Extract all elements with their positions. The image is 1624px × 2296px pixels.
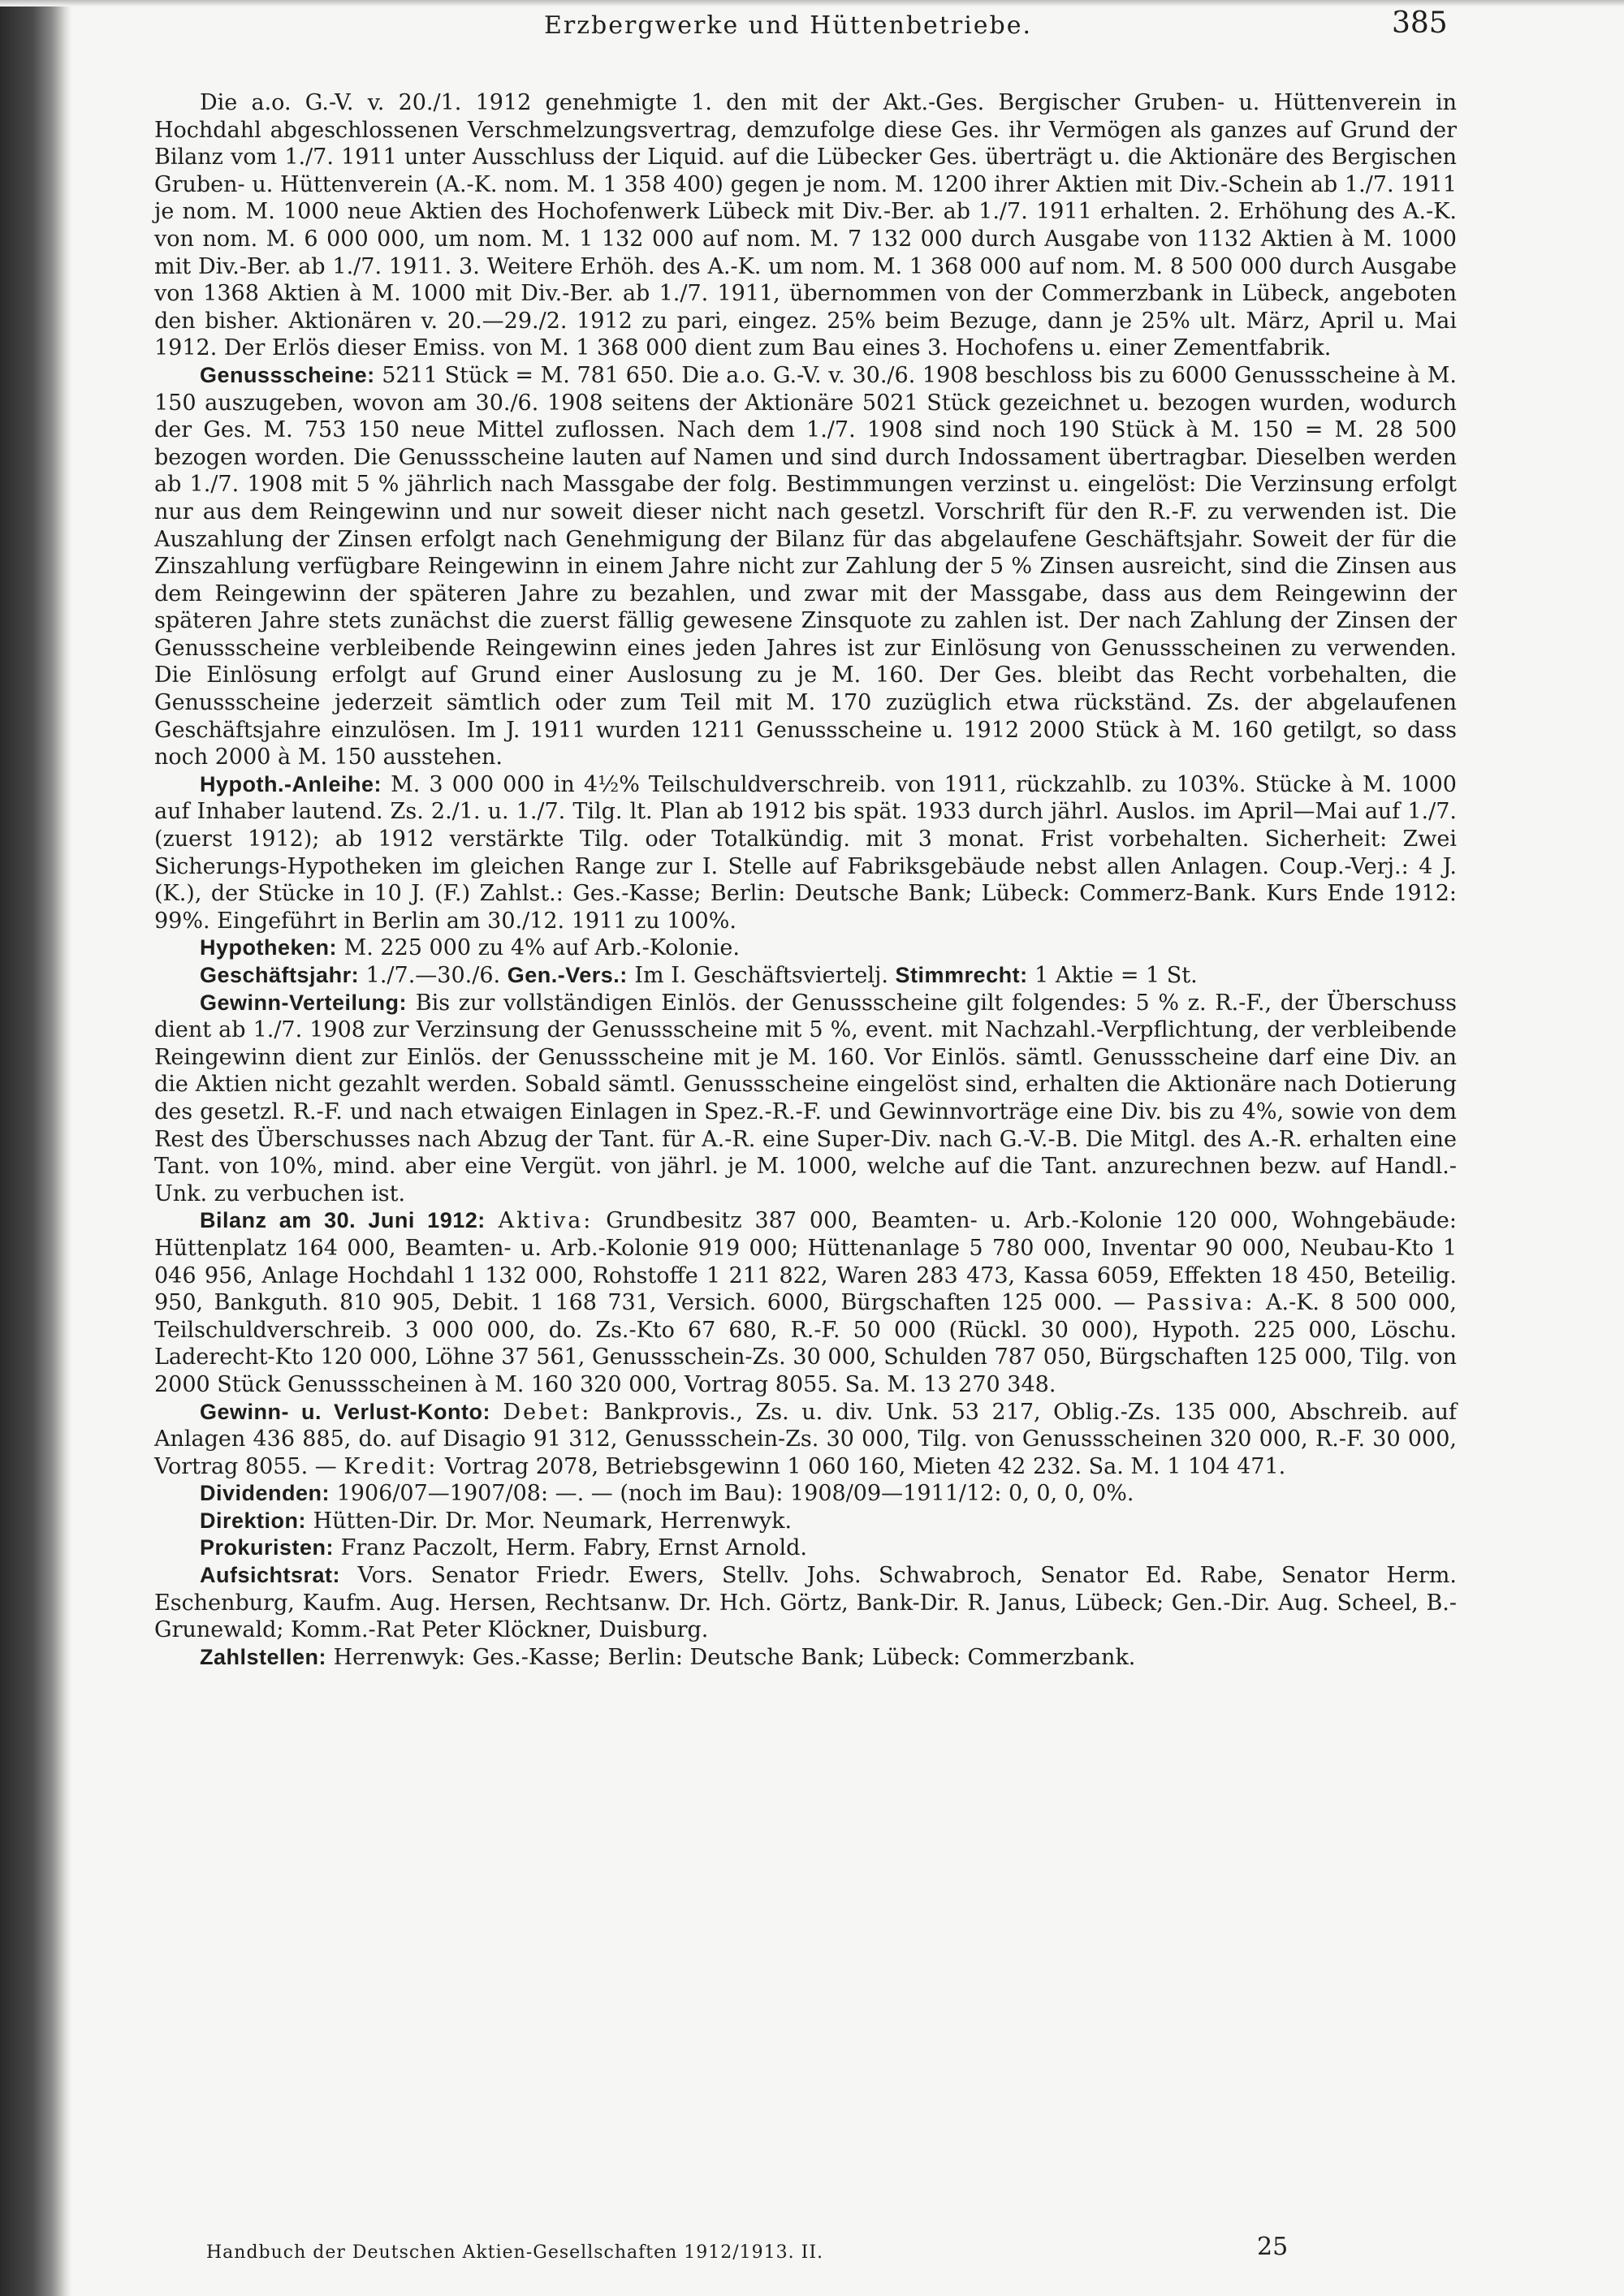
zahlstellen-section: [154, 1644, 1457, 1672]
page-number: 385: [1392, 6, 1448, 40]
passiva-label: Passiva:: [1146, 1290, 1255, 1316]
stimmrecht-label: Stimmrecht:: [895, 963, 1028, 987]
kredit-text: Vortrag 2078, Betriebsgewinn 1 060 160, Mieten 42 232. Sa. M. 1 104 471.: [444, 1453, 1286, 1479]
page-binding-shadow: [0, 0, 71, 2296]
gewinn-verteilung-label: Gewinn-Verteilung:: [200, 990, 408, 1015]
aktiva-label: Aktiva:: [498, 1208, 594, 1234]
aufsichtsrat-text: Vors. Senator Friedr. Ewers, Stellv. Johs. Schwabroch, Senator Ed. Rabe, Senator Herm. Eschenburg, Kaufm. Aug. Hersen, Rechtsanw. Dr. Hch. Görtz, Bank-Dir. R. Janus, Lübeck; Gen.-Dir. Aug. Scheel, B.-Grunewald; Komm.-Rat Peter Klöckner, Duisburg.: [154, 1563, 1457, 1643]
gewinn-verteilung-section: [154, 990, 1457, 1208]
bilanz-label: Bilanz am 30. Juni 1912:: [200, 1208, 486, 1233]
gen-vers-label: Gen.-Vers.:: [507, 963, 628, 987]
genussscheine-section: [154, 362, 1457, 771]
intro-paragraph: [154, 89, 1457, 362]
hypoth-anleihe-section: [154, 771, 1457, 935]
gewinn-verlust-section: [154, 1399, 1457, 1481]
gewinn-verlust-label: Gewinn- u. Verlust-Konto:: [200, 1399, 490, 1424]
hypotheken-section: [154, 934, 1457, 962]
direktion-label: Direktion:: [200, 1508, 307, 1533]
dividenden-section: [154, 1480, 1457, 1508]
article-body: [154, 89, 1457, 1671]
genussscheine-text: 5211 Stück = M. 781 650. Die a.o. G.-V. v. 30./6. 1908 beschloss bis zu 6000 Genussscheine à M. 150 auszugeben, wovon am 30./6. 1908 seitens der Aktionäre 5021 Stück gezeichnet u. bezogen wurden, wodurch der Ges. M. 753 150 neue Mittel zuflossen. Nach dem 1./7. 1908 sind noch 190 Stück à M. 150 = M. 28 500 bezogen worden. Die Genussscheine lauten auf Namen und sind durch Indossament übertragbar. Dieselben werden ab 1./7. 1908 mit 5 % jährlich nach Massgabe der folg. Bestimmungen verzinst u. eingelöst: Die Verzinsung erfolgt nur aus dem Reingewinn und nur soweit dieser nicht nach gesetzl. Vorschrift für den R.-F. zu verwenden ist. Die Auszahlung der Zinsen erfolgt nach Genehmigung der Bilanz für das abgelaufene Geschäftsjahr. Soweit der für die Zinszahlung verfügbare Reingewinn in einem Jahre nicht zur Zahlung der 5 % Zinsen ausreicht, sind die Zinsen aus dem Reingewinn der späteren Jahre zu bezahlen, und zwar mit der Massgabe, dass aus dem Reingewinn der späteren Jahre stets zunächst die zuerst fällig gewesene Zinsquote zu zahlen ist. Der nach Zahlung der Zinsen der Genussscheine verbleibende Reingewinn eines jeden Jahres ist zur Einlösung von Genussscheinen zu verwenden. Die Einlösung erfolgt auf Grund einer Auslosung zu je M. 160. Der Ges. bleibt das Recht vorbehalten, die Genussscheine jederzeit sämtlich oder zum Teil mit M. 170 zuzüglich etwa rückständ. Zs. der abgelaufenen Geschäftsjahre einzulösen. Im J. 1911 wurden 1211 Genussscheine u. 1912 2000 Stück à M. 160 getilgt, so dass noch 2000 à M. 150 ausstehen.: [154, 362, 1457, 770]
passiva-text: A.-K. 8 500 000, Teilschuldverschreib. 3 000 000, do. Zs.-Kto 67 680, R.-F. 50 000 (Rückl. 30 000), Hypoth. 225 000, Löschu. Laderecht-Kto 120 000, Löhne 37 561, Genussschein-Zs. 30 000, Schulden 787 050, Bürgschaften 125 000, Tilg. von 2000 Stück Genussscheinen à M. 160 320 000, Vortrag 8055. Sa. M. 13 270 348.: [154, 1290, 1457, 1397]
aufsichtsrat-section: [154, 1562, 1457, 1644]
geschaeftsjahr-label: Geschäftsjahr:: [200, 963, 360, 987]
dividenden-label: Dividenden:: [200, 1481, 330, 1506]
footer-signature: 25: [1257, 2233, 1289, 2261]
page-top-shadow: [0, 0, 1624, 6]
geschaeftsjahr-section: [154, 962, 1457, 990]
debet-text: Bankprovis., Zs. u. div. Unk. 53 217, Oblig.-Zs. 135 000, Abschreib. auf Anlagen 436 885, do. auf Disagio 91 312, Genussschein-Zs. 30 000, Tilg. von Genussscheinen 320 000, R.-F. 30 000, Vortrag 8055. —: [154, 1399, 1457, 1479]
hypoth-anleihe-label: Hypoth.-Anleihe:: [200, 771, 382, 796]
prokuristen-section: [154, 1534, 1457, 1562]
footer-source: Handbuch der Deutschen Aktien-Gesellschaften 1912/1913. II.: [206, 2242, 824, 2263]
intro-text: Die a.o. G.-V. v. 20./1. 1912 genehmigte 1. den mit der Akt.-Ges. Bergischer Gruben- u. Hüttenverein in Hochdahl abgeschlossenen Verschmelzungsvertrag, demzufolge diese Ges. ihr Vermögen als ganzes auf Grund der Bilanz vom 1./7. 1911 unter Ausschluss der Liquid. auf die Lübecker Ges. überträgt u. die Aktionäre des Bergischen Gruben- u. Hüttenverein (A.-K. nom. M. 1 358 400) gegen je nom. M. 1200 ihrer Aktien mit Div.-Schein ab 1./7. 1911 je nom. M. 1000 neue Aktien des Hochofenwerk Lübeck mit Div.-Ber. ab 1./7. 1911 erhalten. 2. Erhöhung des A.-K. von nom. M. 6 000 000, um nom. M. 1 132 000 auf nom. M. 7 132 000 durch Ausgabe von 1132 Aktien à M. 1000 mit Div.-Ber. ab 1./7. 1911. 3. Weitere Erhöh. des A.-K. um nom. M. 1 368 000 auf nom. M. 8 500 000 durch Ausgabe von 1368 Aktien à M. 1000 mit Div.-Ber. ab 1./7. 1911, übernommen von der Commerzbank in Lübeck, angeboten den bisher. Aktionären v. 20.—29./2. 1912 zu pari, eingez. 25% beim Bezuge, dann je 25% ult. März, April u. Mai 1912. Der Erlös dieser Emiss. von M. 1 368 000 dient zum Bau eines 3. Hochofens u. einer Zementfabrik.: [154, 90, 1457, 361]
prokuristen-label: Prokuristen:: [200, 1535, 335, 1560]
stimmrecht-text: 1 Aktie = 1 St.: [1034, 963, 1198, 988]
direktion-section: [154, 1508, 1457, 1535]
bilanz-section: [154, 1207, 1457, 1398]
aktiva-text: Grundbesitz 387 000, Beamten- u. Arb.-Kolonie 120 000, Wohngebäude: Hüttenplatz 164 000, Beamten- u. Arb.-Kolonie 919 000; Hüttenanlage 5 780 000, Inventar 90 000, Neubau-Kto 1 046 956, Anlage Hochdahl 1 132 000, Rohstoffe 1 211 822, Waren 283 473, Kassa 6059, Effekten 18 450, Beteilig. 950, Bankguth. 810 905, Debit. 1 168 731, Versich. 6000, Bürgschaften 125 000. —: [154, 1208, 1457, 1316]
dividenden-text: 1906/07—1907/08: —. — (noch im Bau): 1908/09—1911/12: 0, 0, 0, 0%.: [336, 1481, 1134, 1507]
hypoth-anleihe-text: M. 3 000 000 in 4½% Teilschuldverschreib. von 1911, rückzahlb. zu 103%. Stücke à M. 1000 auf Inhaber lautend. Zs. 2./1. u. 1./7. Tilg. lt. Plan ab 1912 bis spät. 1933 durch jährl. Auslos. im April—Mai auf 1./7. (zuerst 1912); ab 1912 verstärkte Tilg. oder Totalkündig. mit 3 monat. Frist vorbehalten. Sicherheit: Zwei Sicherungs-Hypotheken im gleichen Range zur I. Stelle auf Fabriksgebäude nebst allen Anlagen. Coup.-Verj.: 4 J. (K.), der Stücke in 10 J. (F.) Zahlst.: Ges.-Kasse; Berlin: Deutsche Bank; Lübeck: Commerz-Bank. Kurs Ende 1912: 99%. Eingeführt in Berlin am 30./12. 1911 zu 100%.: [154, 771, 1457, 934]
direktion-text: Hütten-Dir. Dr. Mor. Neumark, Herrenwyk.: [313, 1508, 793, 1534]
aufsichtsrat-label: Aufsichtsrat:: [200, 1563, 341, 1588]
zahlstellen-label: Zahlstellen:: [200, 1644, 327, 1669]
gewinn-verteilung-text: Bis zur vollständigen Einlös. der Genussscheine gilt folgendes: 5 % z. R.-F., der Überschuss dient ab 1./7. 1908 zur Verzinsung der Genussscheine mit 5 %, event. mit Nachzahl.-Verpflichtung, der verbleibende Reingewinn dient zur Einlös. der Genussscheine mit je M. 160. Vor Einlös. sämtl. Genussscheine darf eine Div. an die Aktien nicht gezahlt werden. Sobald sämtl. Genussscheine eingelöst sind, erhalten die Aktionäre nach Dotierung des gesetzl. R.-F. und nach etwaigen Einlagen in Spez.-R.-F. und Gewinnvorträge eine Div. bis zu 4%, sowie von dem Rest des Überschusses nach Abzug der Tant. für A.-R. eine Super-Div. nach G.-V.-B. Die Mitgl. des A.-R. erhalten eine Tant. von 10%, mind. aber eine Vergüt. von jährl. je M. 1000, welche auf die Tant. anzurechnen bezw. auf Handl.-Unk. zu verbuchen ist.: [154, 990, 1458, 1206]
prokuristen-text: Franz Paczolt, Herm. Fabry, Ernst Arnold.: [340, 1535, 807, 1561]
debet-label: Debet:: [503, 1399, 592, 1425]
zahlstellen-text: Herrenwyk: Ges.-Kasse; Berlin: Deutsche Bank; Lübeck: Commerzbank.: [333, 1644, 1136, 1670]
kredit-label: Kredit:: [343, 1453, 438, 1479]
gen-vers-text: Im I. Geschäftsviertelj.: [634, 963, 888, 988]
geschaeftsjahr-text: 1./7.—30./6.: [365, 963, 501, 988]
hypotheken-label: Hypotheken:: [200, 935, 338, 960]
hypotheken-text: M. 225 000 zu 4% auf Arb.-Kolonie.: [343, 935, 740, 961]
running-head: Erzbergwerke und Hüttenbetriebe.: [544, 11, 1033, 40]
genussscheine-label: Genussscheine:: [200, 362, 375, 387]
